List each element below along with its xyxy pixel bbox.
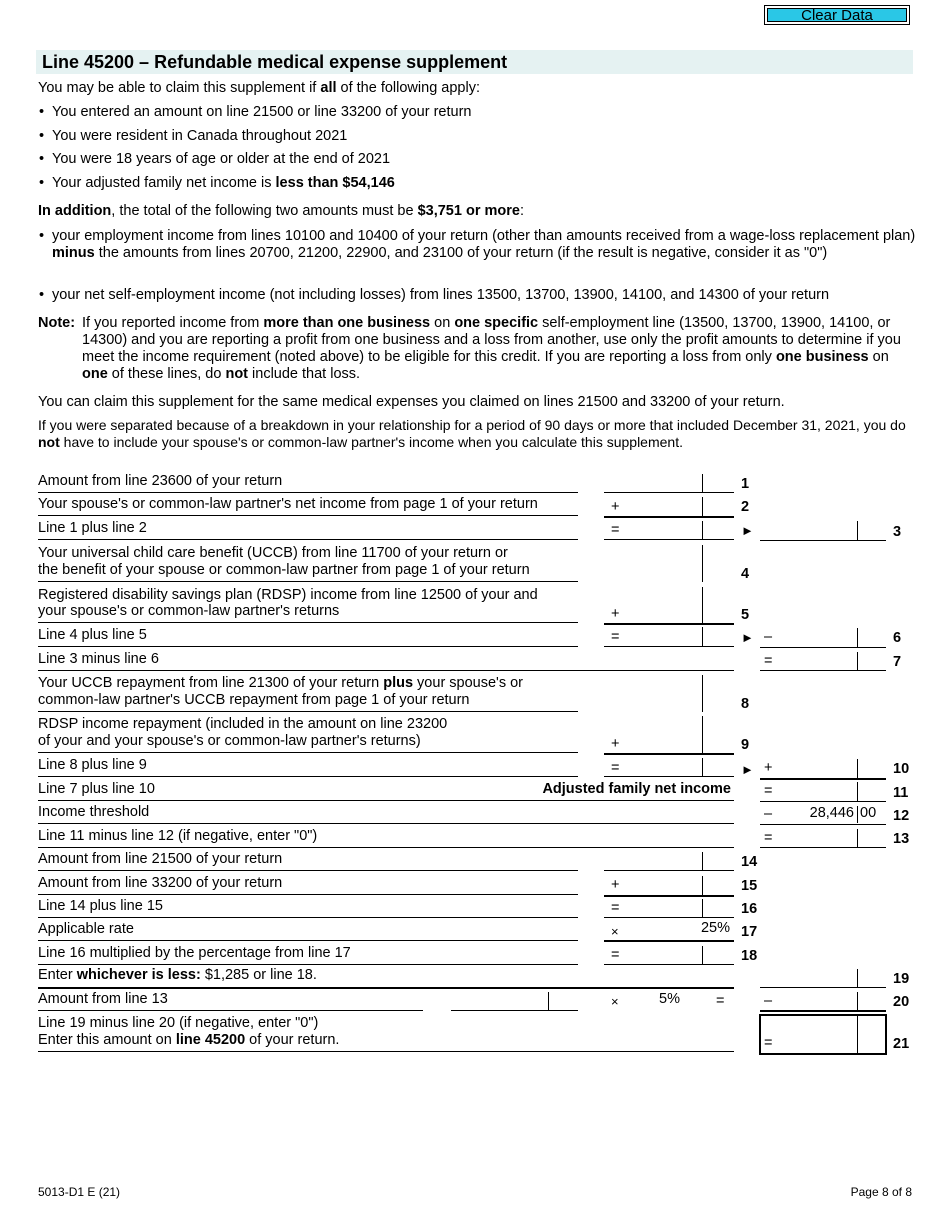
- separated-text: If you were separated because of a breakdown in your relationship for a period of 90 days or more that included December 31, 2021, you do not have to include your spouse's or common-law partner's income when you calculate this supplement.: [38, 417, 906, 450]
- line-18-input[interactable]: [624, 946, 704, 965]
- line-number: 14: [741, 854, 758, 870]
- addition-item: • your employment income from lines 10100 and 10400 of your return (other than amounts received from a wage-loss replacement plan) minus the amounts from lines 20700, 21200, 22900, and 23100 of your return (if the result is negative, consider it as "0"): [39, 228, 916, 261]
- clear-data-button[interactable]: Clear Data: [764, 5, 910, 25]
- line-20-rate: 5%: [659, 991, 680, 1007]
- line-number: 13: [893, 831, 910, 847]
- equals-sign: =: [764, 830, 773, 846]
- line-10-label: Line 8 plus line 9: [38, 757, 147, 773]
- arrow-icon: ►: [741, 523, 754, 538]
- line-1-label: Amount from line 23600 of your return: [38, 473, 283, 489]
- intro-text: You may be able to claim this supplement if all of the following apply:: [38, 80, 480, 96]
- line-number: 19: [893, 971, 910, 987]
- line-number: 20: [893, 994, 910, 1010]
- same-expenses-text: You can claim this supplement for the same medical expenses you claimed on lines 21500 and 33200 of your return.: [38, 394, 785, 410]
- form-code: 5013-D1 E (21): [38, 1185, 121, 1199]
- line-number: 9: [741, 737, 750, 753]
- arrow-icon: ►: [741, 762, 754, 777]
- plus-sign: +: [611, 499, 620, 515]
- line-15-input[interactable]: [624, 876, 704, 895]
- line-10-input[interactable]: [780, 760, 858, 779]
- line-number: 16: [741, 901, 758, 917]
- equals-sign: =: [611, 900, 620, 916]
- line-6-label: Line 4 plus line 5: [38, 627, 147, 643]
- line-5-label: your spouse's or common-law partner's returns: [38, 603, 340, 619]
- condition-item: • You were 18 years of age or older at the end of 2021: [39, 151, 391, 167]
- plus-sign: +: [611, 606, 620, 622]
- minus-sign: –: [764, 993, 773, 1009]
- line-number: 2: [741, 499, 750, 515]
- line-4-label: the benefit of your spouse or common-law partner from page 1 of your return: [38, 562, 530, 578]
- plus-sign: +: [764, 760, 773, 776]
- line-number: 11: [893, 785, 909, 801]
- plus-sign: +: [611, 877, 620, 893]
- line-11-input[interactable]: [780, 782, 858, 801]
- line-8-label: common-law partner's UCCB repayment from page 1 of your return: [38, 692, 470, 708]
- line-16-input[interactable]: [624, 899, 704, 918]
- line-number: 7: [893, 654, 902, 670]
- adjusted-family-net-income-label: Adjusted family net income: [542, 781, 731, 797]
- addition-text: In addition, the total of the following two amounts must be $3,751 or more:: [38, 203, 524, 219]
- note-text: Note: If you reported income from more than one business on one specific self-employment line (13500, 13700, 13900, 14100, or 14300) and you are reporting a profit from one business and a loss from another, use only the profit amounts to determine if you meet the income requirement (noted above) to be eligible for this credit. If you are reporting a loss from only one business on one of these lines, do not include that loss.: [38, 315, 901, 382]
- times-sign: ×: [611, 994, 619, 1009]
- minus-sign: –: [764, 806, 773, 822]
- equals-sign: =: [611, 629, 620, 645]
- equals-sign: =: [611, 947, 620, 963]
- equals-sign: =: [611, 522, 620, 538]
- income-threshold-cents: 00: [860, 805, 877, 821]
- condition-item: • You were resident in Canada throughout 2021: [39, 128, 348, 144]
- line-14-input[interactable]: [604, 852, 704, 871]
- line-4-input[interactable]: [604, 563, 704, 582]
- line-18-label: Line 16 multiplied by the percentage from line 17: [38, 945, 351, 961]
- line-19-input[interactable]: [764, 969, 858, 988]
- line-number: 12: [893, 808, 910, 824]
- equals-sign: =: [764, 783, 773, 799]
- line-number: 3: [893, 524, 902, 540]
- line-number: 1: [741, 476, 750, 492]
- line-number: 21: [893, 1036, 910, 1052]
- line-21-input[interactable]: [778, 1034, 858, 1053]
- page-number: Page 8 of 8: [850, 1185, 912, 1199]
- minus-sign: –: [764, 629, 773, 645]
- line-13-label: Line 11 minus line 12 (if negative, enter "0"): [38, 828, 318, 844]
- line-2-input[interactable]: [624, 497, 704, 516]
- line-4-label: Your universal child care benefit (UCCB) from line 11700 of your return or: [38, 545, 508, 561]
- line-9-label: of your and your spouse's or common-law partner's returns): [38, 733, 421, 749]
- line-12-label: Income threshold: [38, 804, 150, 820]
- addition-item: • your net self-employment income (not including losses) from lines 13500, 13700, 13900, 14100, and 14300 of your return: [39, 287, 830, 303]
- line-number: 8: [741, 696, 750, 712]
- line-1-input[interactable]: [604, 474, 734, 493]
- line-14-label: Amount from line 21500 of your return: [38, 851, 283, 867]
- line-3-input[interactable]: [762, 522, 858, 541]
- line-2-label: Your spouse's or common-law partner's net income from page 1 of your return: [38, 496, 538, 512]
- condition-item: • You entered an amount on line 21500 or line 33200 of your return: [39, 104, 472, 120]
- times-sign: ×: [611, 924, 619, 939]
- line-5-input[interactable]: [624, 604, 704, 623]
- line-number: 6: [893, 630, 902, 646]
- line-9-input[interactable]: [624, 734, 704, 753]
- line-21-label: Line 19 minus line 20 (if negative, enter "0"): [38, 1015, 319, 1031]
- income-threshold-dollars: 28,446: [809, 805, 854, 821]
- line-7-label: Line 3 minus line 6: [38, 651, 159, 667]
- line-number: 15: [741, 878, 758, 894]
- equals-sign: =: [764, 1035, 773, 1051]
- line-17-label: Applicable rate: [38, 921, 134, 937]
- line-3-label: Line 1 plus line 2: [38, 520, 147, 536]
- arrow-icon: ►: [741, 630, 754, 645]
- line-16-label: Line 14 plus line 15: [38, 898, 163, 914]
- line-9-label: RDSP income repayment (included in the amount on line 23200: [38, 716, 448, 732]
- line-number: 5: [741, 607, 750, 623]
- line-6-input[interactable]: [780, 629, 858, 648]
- equals-sign: =: [764, 653, 773, 669]
- page-title: Line 45200 – Refundable medical expense supplement: [42, 52, 508, 72]
- line-8-input[interactable]: [604, 693, 704, 712]
- line-13-input[interactable]: [780, 829, 858, 848]
- applicable-rate: 25%: [700, 920, 730, 936]
- line-5-label: Registered disability savings plan (RDSP) income from line 12500 of your and: [38, 587, 538, 603]
- line-number: 18: [741, 948, 758, 964]
- line-7-input[interactable]: [780, 652, 858, 671]
- condition-item: • Your adjusted family net income is less than $54,146: [39, 175, 395, 191]
- line-20-label: Amount from line 13: [38, 991, 168, 1007]
- line-11-label: Line 7 plus line 10: [38, 781, 155, 797]
- line-20-input[interactable]: [780, 992, 858, 1011]
- line-number: 4: [741, 566, 750, 582]
- line-number: 10: [893, 761, 910, 777]
- plus-sign: +: [611, 736, 620, 752]
- line-15-label: Amount from line 33200 of your return: [38, 875, 283, 891]
- equals-sign: =: [716, 993, 725, 1009]
- line-8-label: Your UCCB repayment from line 21300 of your return plus your spouse's or: [38, 675, 523, 691]
- line-20-amount-input[interactable]: [452, 992, 550, 1011]
- line-21-label: Enter this amount on line 45200 of your return.: [38, 1032, 340, 1048]
- line-number: 17: [741, 924, 758, 940]
- line-19-label: Enter whichever is less: $1,285 or line 18.: [38, 967, 317, 983]
- equals-sign: =: [611, 760, 620, 776]
